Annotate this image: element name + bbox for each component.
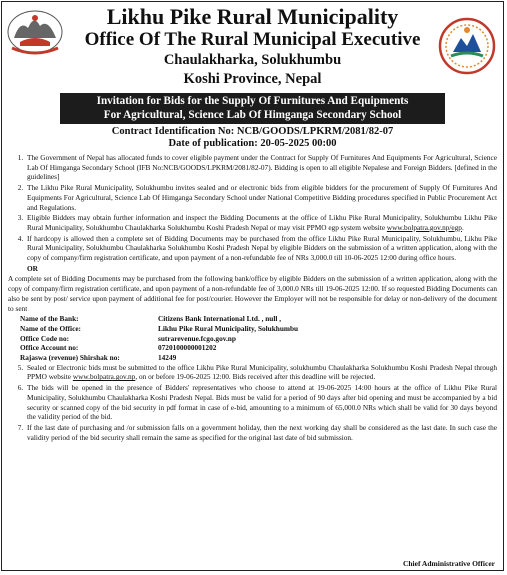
clause-2: 2. The Likhu Pike Rural Municipality, Solukhumbu invites sealed and or electronic bids from eligible bidders for the procurement of Supply Of Furnitures And Equipments For Agricultural, Science Lab Of Himganga Secondary School under National Competitive Bidding procedures specified in Public Procurement Act and Regulations. <box>25 183 497 212</box>
clause-list-2 <box>8 363 497 443</box>
bank-value: Likhu Pike Rural Municipality, Solukhumbu <box>158 323 299 333</box>
title-banner <box>60 93 445 124</box>
bank-value: Citizens Bank International Ltd. , null , <box>158 314 282 324</box>
clause-4 <box>25 234 497 274</box>
bank-key: Rajaswa (revenue) Shirshak no: <box>20 353 120 363</box>
clause-7: 7. If the last date of purchasing and /or submission falls on a government holiday, then the next working day shall be considered as the last date. In such case the validity period of the bid security shall remain the same as specified for the original last date of bid submission. <box>25 423 497 442</box>
publication-date: Date of publication: 20-05-2025 00:00 <box>168 138 337 149</box>
bank-value: sutrarevenue.fcgo.gov.np <box>158 333 236 343</box>
clause-5 <box>25 363 497 382</box>
banner-line-2: For Agricultural, Science Lab Of Himganga Secondary School <box>103 109 402 121</box>
clause-3-text: Eligible Bidders may obtain further information and inspect the Bidding Documents at the office of Likhu Pike Rural Municipality, Solukhumbu Likhu Pike Rural Municipality, Solukhumbu Chaulakharka Solukhumbu Koshi Pradesh Nepal or may visit PPMO egp system website <box>27 213 497 232</box>
contract-identification: Contract Identification No: NCB/GOODS/LPKRM/2081/82-07 <box>111 126 394 137</box>
bank-row <box>20 343 497 353</box>
clause-3 <box>25 213 497 232</box>
bank-value: 0720100000001202 <box>158 343 217 353</box>
egp-link[interactable]: www.bolpatra.gov.np/egp <box>386 222 462 232</box>
bank-key: Office Account no: <box>20 343 79 353</box>
banner-line-1: Invitation for Bids for the Supply Of Furnitures And Equipments <box>96 95 409 107</box>
office-name: Office Of The Rural Municipal Executive <box>84 29 421 50</box>
bank-key: Name of the Bank: <box>20 314 79 324</box>
header <box>2 2 503 90</box>
bolpatra-link[interactable]: www.bolpatra.gov.np <box>72 372 136 382</box>
clause-3-end: . <box>461 222 464 232</box>
clause-list <box>8 153 497 273</box>
municipality-logo-icon <box>437 16 497 76</box>
bid-notice <box>1 1 504 571</box>
or-label: OR <box>27 263 38 273</box>
contract-info <box>2 126 503 150</box>
municipality-name: Likhu Pike Rural Municipality <box>106 4 399 29</box>
purchase-paragraph: A complete set of Bidding Documents may be purchased from the following bank/office by eligible Bidders on the submission of a written application, along with the copy of company/firm registration certificate, and upon payment of a non-refundable fee of 3,000.0 NRs till 19-06-2025 12:00. If so requested Bidding Documents can also be sent by post/ service upon payment of additional fee for post/courier. However the Employer will not be responsible for delay or non-delivery of the document to sent <box>8 274 497 313</box>
clause-4-text: If hardcopy is allowed then a complete set of Bidding Documents may be purchased from the office Likhu Pike Rural Municipality, Solukhumbu, Likhu Pike Rural Municipality, Solukhumbu Chaulakharka Solukhumbu Koshi Pradesh Nepal by eligible Bidders on the submission of a written application, along with the copy of company/firm registration certificate, and upon payment of a non-refundable fee of NRs 3,000.0 till 10-06-2025 12:00 during office hours. <box>27 233 497 263</box>
province: Koshi Province, Nepal <box>183 71 322 87</box>
bank-key: Office Code no: <box>20 333 70 343</box>
clause-6: 6. The bids will be opened in the presence of Bidders' representatives who choose to attend at 19-06-2025 14:00 hours at the office of Likhu Pike Rural Municipality, Solukhumbu Chaulakharka Koshi Pradesh Nepal. Bids must be valid for a period of 90 days after bid opening and must be accompanied by a bid security or scanned copy of the bid security in pdf format in case of e-bid, amounting to a minimum of 65,000.0 NRs which shall be valid for 30 days beyond the validity period of the bid. <box>25 383 497 422</box>
clause-1: 1. The Government of Nepal has allocated funds to cover eligible payment under the Contract for Supply Of Furnitures And Equipments For Agricultural, Science Lab Of Himganga Secondary School (IFB No:NCB/GOODS/LPKRM/2081/82-07). Bidding is open to all eligible Nepalese and Foreign Bidders. [defined in the guidelines] <box>25 153 497 182</box>
nepal-emblem-icon <box>6 8 64 58</box>
bank-row <box>20 314 497 324</box>
bank-row <box>20 334 497 344</box>
bank-row <box>20 353 497 363</box>
notice-body <box>2 150 503 442</box>
clause-5-text: Sealed or Electronic bids must be submitted to the office Likhu Pike Rural Municipality, solukhumbu Chaulakharka Solukhumbu Koshi Pradesh Nepal through PPMO website <box>27 362 497 382</box>
clause-5-end: , on or before 19-06-2025 12:00. Bids received after this deadline will be rejected. <box>135 372 376 382</box>
signature: Chief Administrative Officer <box>402 559 495 568</box>
address: Chaulakharka, Solukhumbu <box>163 52 342 68</box>
bank-value: 14249 <box>158 353 177 363</box>
bank-row <box>20 324 497 334</box>
bank-details <box>20 314 497 363</box>
bank-key: Name of the Office: <box>20 323 81 333</box>
